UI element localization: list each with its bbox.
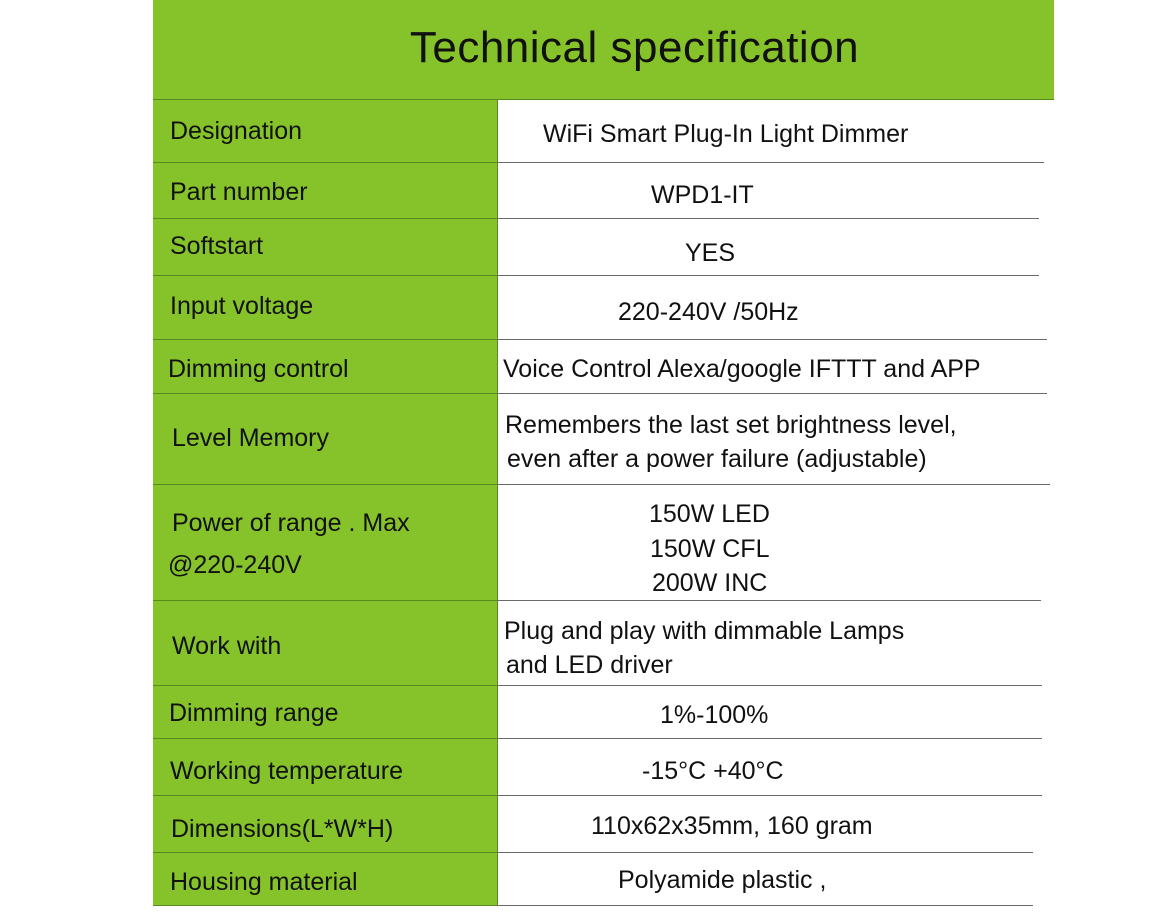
value-power-inc: 200W INC xyxy=(652,569,768,597)
value-level-memory-line1: Remembers the last set brightness level, xyxy=(505,411,957,439)
row-divider xyxy=(497,905,1033,906)
label-working-temperature: Working temperature xyxy=(170,757,403,785)
spec-row-input-voltage xyxy=(153,276,1054,339)
value-dimming-control: Voice Control Alexa/google IFTTT and APP xyxy=(503,355,981,383)
value-softstart: YES xyxy=(685,239,736,267)
label-softstart: Softstart xyxy=(170,232,264,260)
value-designation: WiFi Smart Plug-In Light Dimmer xyxy=(543,120,909,148)
spec-row-designation xyxy=(153,100,1054,162)
label-housing-material: Housing material xyxy=(170,868,358,896)
spec-row-softstart xyxy=(153,219,1054,275)
value-dimensions: 110x62x35mm, 160 gram xyxy=(591,812,873,840)
value-level-memory-line2: even after a power failure (adjustable) xyxy=(507,445,927,473)
label-dimensions: Dimensions(L*W*H) xyxy=(171,815,394,843)
label-dimming-range: Dimming range xyxy=(169,699,339,727)
value-power-led: 150W LED xyxy=(649,500,770,528)
label-designation: Designation xyxy=(170,117,303,145)
spec-row-dimming-control xyxy=(153,340,1054,393)
spec-row-level-memory xyxy=(153,394,1054,484)
value-housing-material: Polyamide plastic , xyxy=(618,866,827,894)
label-power-range-line1: Power of range . Max xyxy=(172,509,410,537)
value-part-number: WPD1-IT xyxy=(651,181,754,209)
value-work-with-line2: and LED driver xyxy=(506,651,673,679)
label-part-number: Part number xyxy=(170,178,308,206)
value-work-with-line1: Plug and play with dimmable Lamps xyxy=(504,617,905,645)
value-working-temperature: -15°C +40°C xyxy=(642,757,784,785)
spec-row-dimming-range xyxy=(153,686,1054,738)
spec-row-power-range xyxy=(153,485,1054,600)
header-banner xyxy=(153,0,1054,100)
value-power-cfl: 150W CFL xyxy=(650,535,770,563)
label-input-voltage: Input voltage xyxy=(170,292,314,320)
spec-row-working-temperature xyxy=(153,739,1054,795)
label-dimming-control: Dimming control xyxy=(168,355,349,383)
spec-sheet xyxy=(153,0,1054,906)
row-divider xyxy=(153,905,497,906)
spec-row-housing-material xyxy=(153,853,1054,906)
label-level-memory: Level Memory xyxy=(172,424,329,452)
label-work-with: Work with xyxy=(172,632,282,660)
page-title: Technical specification xyxy=(409,23,860,72)
spec-row-part-number xyxy=(153,163,1054,218)
label-power-range-line2: @220-240V xyxy=(168,551,302,579)
spec-row-dimensions xyxy=(153,796,1054,852)
value-dimming-range: 1%-100% xyxy=(660,701,769,729)
value-input-voltage: 220-240V /50Hz xyxy=(618,298,799,326)
spec-row-work-with xyxy=(153,601,1054,685)
